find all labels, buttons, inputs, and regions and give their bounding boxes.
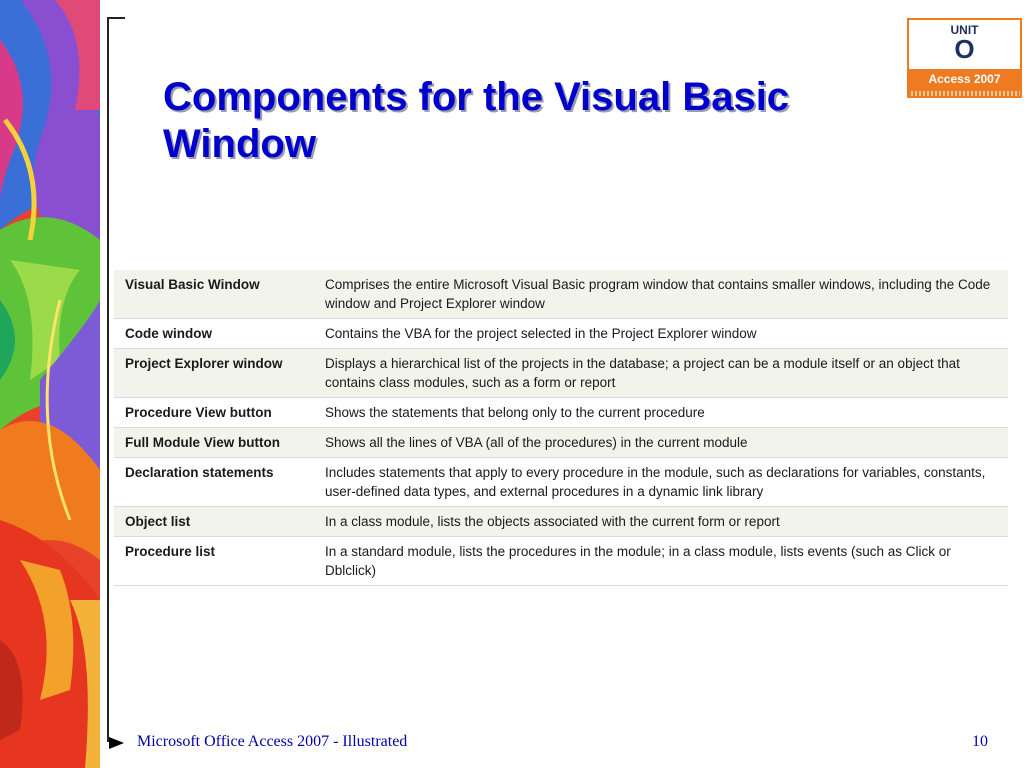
decorative-painting — [0, 0, 100, 768]
row-description: In a class module, lists the objects associated with the current form or report — [325, 514, 780, 529]
table-row — [114, 319, 1008, 349]
row-term: Full Module View button — [125, 435, 280, 450]
row-term: Object list — [125, 514, 191, 529]
page-number: 10 — [972, 733, 988, 750]
row-description: Shows all the lines of VBA (all of the procedures) in the current module — [325, 435, 748, 450]
table-row — [114, 458, 1008, 507]
table-row — [114, 507, 1008, 537]
table-row — [114, 398, 1008, 428]
row-term: Code window — [125, 326, 212, 341]
corner-bracket-left — [107, 17, 109, 742]
painting-illustration — [0, 0, 100, 768]
row-term: Project Explorer window — [125, 356, 283, 371]
table-row — [114, 537, 1008, 586]
row-description: In a standard module, lists the procedures in the module; in a class module, lists events (such as Click or Dblclick) — [325, 544, 951, 578]
table-row — [114, 428, 1008, 458]
row-description: Includes statements that apply to every procedure in the module, such as declarations for variables, constants, user-defined data types, and external procedures in a dynamic link library — [325, 465, 986, 499]
row-description: Displays a hierarchical list of the projects in the database; a project can be a module itself or an object that contains class modules, such as a form or report — [325, 356, 960, 390]
product-label: Access 2007 — [928, 72, 1001, 86]
row-term: Procedure View button — [125, 405, 272, 420]
table-row — [114, 270, 1008, 319]
row-term: Visual Basic Window — [125, 277, 260, 292]
badge-stripe — [909, 91, 1020, 96]
row-term: Declaration statements — [125, 465, 274, 480]
table-row — [114, 349, 1008, 398]
unit-number: O — [954, 34, 975, 64]
row-term: Procedure list — [125, 544, 216, 559]
row-description: Shows the statements that belong only to the current procedure — [325, 405, 705, 420]
corner-bracket-top — [107, 17, 125, 19]
components-table — [114, 270, 1008, 586]
footer-arrow-icon — [109, 737, 124, 749]
slide-title: Components for the Visual Basic Window — [163, 75, 790, 166]
unit-label: UNIT — [950, 23, 979, 37]
footer-title: Microsoft Office Access 2007 - Illustrated — [137, 733, 408, 750]
unit-badge — [907, 18, 1022, 98]
row-description: Contains the VBA for the project selected in the Project Explorer window — [325, 326, 757, 341]
row-description: Comprises the entire Microsoft Visual Basic program window that contains smaller windows, including the Code window and Project Explorer window — [325, 277, 991, 311]
